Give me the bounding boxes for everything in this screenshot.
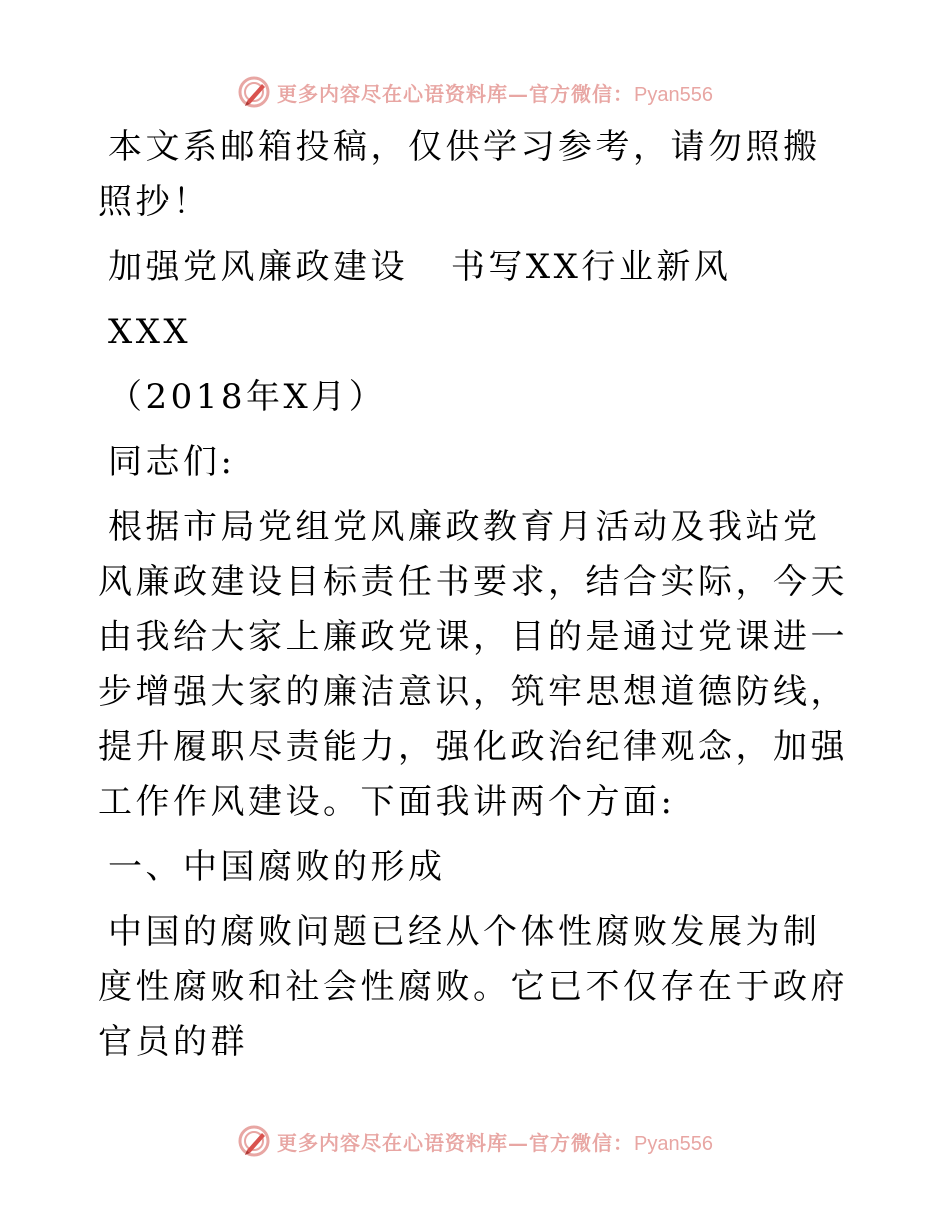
- section-body-paragraph: 中国的腐败问题已经从个体性腐败发展为制度性腐败和社会性腐败。它已不仅存在于政府官员的群: [98, 912, 848, 1062]
- date-line: （2018年X月）: [108, 377, 387, 417]
- intro-paragraph: 根据市局党组党风廉政教育月活动及我站党风廉政建设目标责任书要求，结合实际，今天由我给大家上廉政党课，目的是通过党课进一步增强大家的廉洁意识，筑牢思想道德防线，提升履职尽责能力，强化政治纪律观念，加强工作作风建设。下面我讲两个方面:: [98, 507, 848, 822]
- pen-logo-icon: [237, 75, 271, 109]
- watermark-account: Pyan556: [634, 83, 713, 106]
- document-body: [98, 120, 850, 1080]
- pen-logo-icon: [237, 1124, 271, 1158]
- author-line: XXX: [108, 312, 192, 352]
- watermark-text: 更多内容尽在心语资料库—官方微信：Pyan556: [277, 81, 713, 106]
- salutation: 同志们:: [108, 442, 236, 482]
- section-heading: 一、中国腐败的形成: [108, 847, 446, 887]
- document-title: 加强党风廉政建设 书写XX行业新风: [108, 247, 732, 287]
- notice-paragraph: 本文系邮箱投稿，仅供学习参考，请勿照搬照抄！: [98, 127, 821, 222]
- watermark-text: 更多内容尽在心语资料库—官方微信：Pyan556: [277, 1130, 713, 1155]
- watermark-footer: [0, 1121, 950, 1161]
- watermark-account: Pyan556: [634, 1132, 713, 1155]
- watermark-header: [0, 72, 950, 112]
